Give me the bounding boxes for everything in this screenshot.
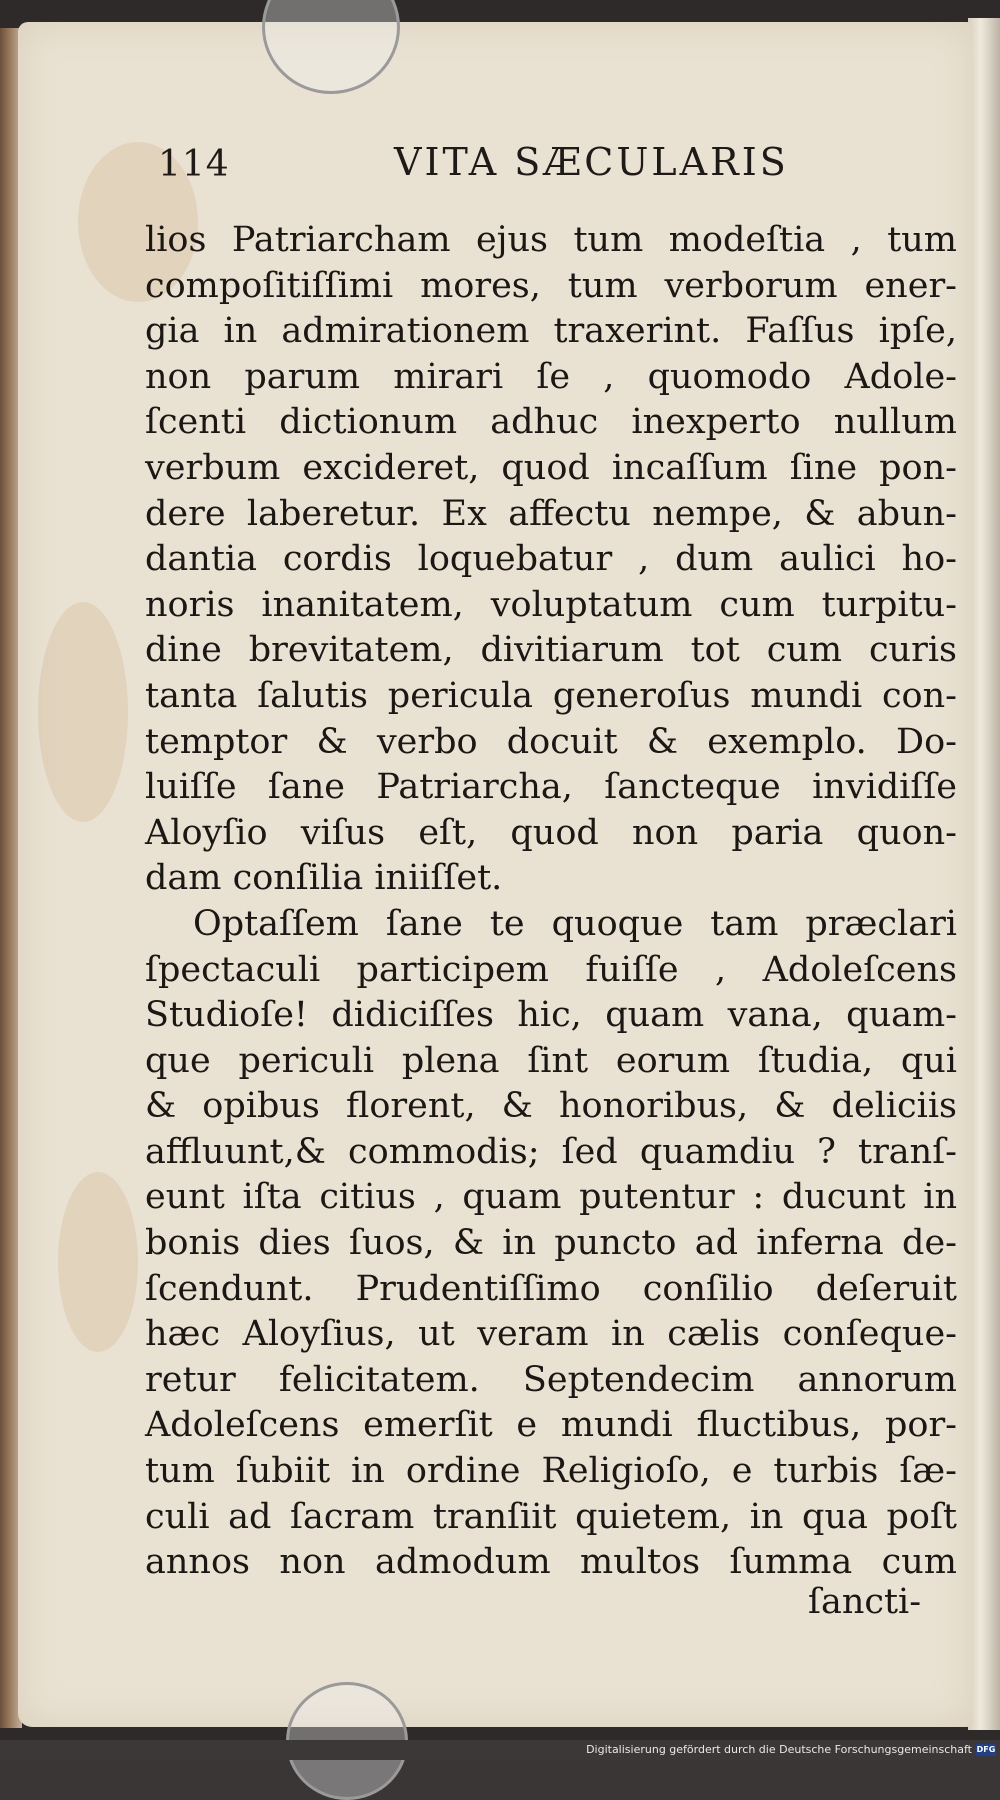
text-line: ſpectaculi participem fuiſſe , Adoleſcens [145,949,957,990]
dfg-logo: DFG [976,1745,996,1754]
text-line: tanta ſalutis pericula generoſus mundi con- [145,675,957,716]
text-line: temptor & verbo docuit & exemplo. Do- [145,721,957,762]
text-line: dantia cordis loquebatur , dum aulici ho- [145,539,957,580]
text-line: Aloyſio viſus eſt, quod non paria quon- [145,812,957,853]
page-number: 114 [158,144,230,185]
paper-stain [58,1172,138,1352]
digitization-credit: Digitalisierung gefördert durch die Deutsche Forschungsgemeinschaft [586,1743,972,1756]
text-line: compoſitiſſimi mores, tum verborum ener- [145,265,957,306]
text-line: & opibus florent, & honoribus, & deliciis [145,1086,957,1127]
text-line: lios Patriarcham ejus tum modeſtia , tum [145,220,957,260]
text-line: verbum excideret, quod incaſſum ſine pon- [145,447,957,488]
text-line: eunt iſta citius , quam putentur : ducunt in [145,1177,957,1218]
body-text [145,218,957,1586]
text-line: non parum mirari ſe , quomodo Adole- [145,356,957,397]
text-line: luiſſe ſane Patriarcha, ſancteque invidiſſe [145,767,957,808]
text-line: hæc Aloyſius, ut veram in cælis conſeque- [145,1314,957,1355]
text-line: tum ſubiit in ordine Religioſo, e turbis ſæ- [145,1451,957,1492]
catchword: ſancti- [808,1582,922,1622]
text-line: gia in admirationem traxerint. Faſſus ipſe, [145,311,957,352]
text-line: Adoleſcens emerſit e mundi fluctibus, por- [145,1405,957,1446]
text-line: ſcendunt. Prudentiſſimo conſilio deſeruit [145,1268,957,1309]
text-line: annos non admodum multos ſumma cum [145,1542,957,1583]
paper-stain [38,602,128,822]
text-line: dere laberetur. Ex affectu nempe, & abun- [145,493,957,534]
text-line: culi ad ſacram tranſiit quietem, in qua poſt [145,1496,957,1537]
text-line: Optaſſem ſane te quoque tam præclari [193,903,957,944]
text-line: dam conſilia iniiſſet. [145,858,503,899]
text-line: ſcenti dictionum adhuc inexperto nullum [145,402,957,443]
text-line: noris inanitatem, voluptatum cum turpitu- [145,584,957,625]
text-line: que periculi plena ſint eorum ſtudia, qui [145,1040,957,1081]
text-line: retur felicitatem. Septendecim annorum [145,1359,957,1400]
page-header [0,140,1000,200]
text-line: dine brevitatem, divitiarum tot cum curis [145,630,957,671]
text-line: affluunt,& commodis; ſed quamdiu ? tranſ- [145,1131,957,1172]
text-line: bonis dies ſuos, & in puncto ad inferna de- [145,1223,957,1264]
running-title: VITA SÆCULARIS [394,140,789,184]
text-line: Studioſe! didiciſſes hic, quam vana, quam- [145,995,957,1036]
